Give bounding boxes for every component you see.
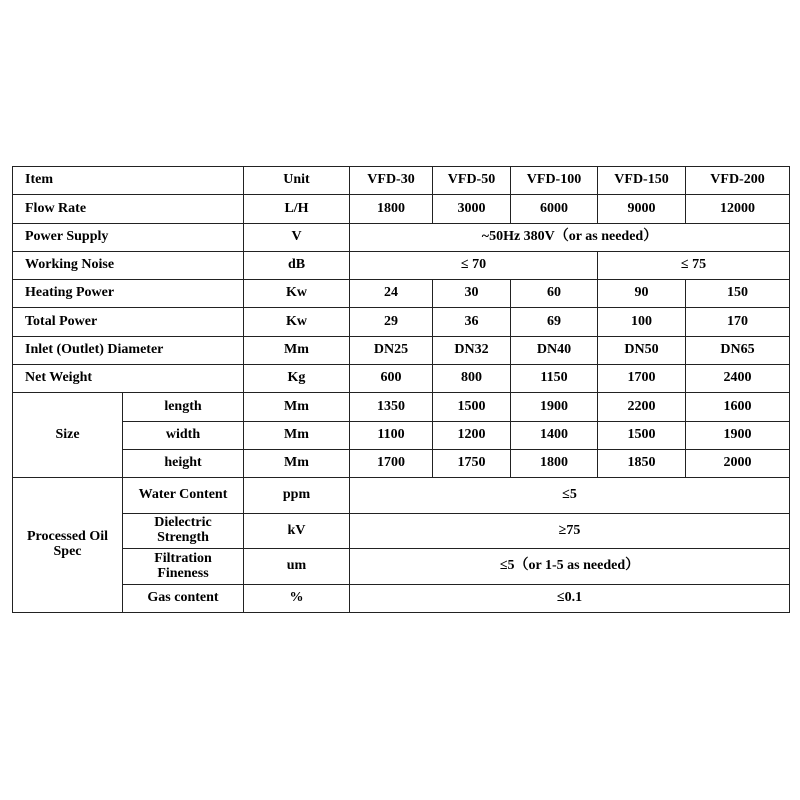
cell-value: 150 [686, 280, 790, 308]
cell-value: 1900 [511, 393, 598, 421]
cell-value: 1100 [350, 421, 433, 449]
cell-value: DN50 [598, 336, 686, 364]
sub-label: length [123, 393, 244, 421]
cell-value: 1600 [686, 393, 790, 421]
cell-value: 1500 [433, 393, 511, 421]
inlet-diameter-row [13, 336, 790, 364]
filtration-fineness-row [13, 549, 790, 585]
cell-value: 2400 [686, 365, 790, 393]
gas-content-row [13, 584, 790, 612]
flow-rate-row [13, 195, 790, 223]
row-label: Net Weight [13, 365, 244, 393]
row-unit: Kw [244, 280, 350, 308]
cell-value-merged: ≤0.1 [350, 584, 790, 612]
processed-oil-group-label: Processed Oil Spec [13, 478, 123, 613]
dielectric-strength-row [13, 513, 790, 549]
row-label: Flow Rate [13, 195, 244, 223]
cell-value: 1900 [686, 421, 790, 449]
cell-value: 800 [433, 365, 511, 393]
cell-value: 1200 [433, 421, 511, 449]
sub-label: Water Content [123, 478, 244, 514]
cell-value: 600 [350, 365, 433, 393]
header-item: Item [13, 167, 244, 195]
header-model: VFD-150 [598, 167, 686, 195]
row-unit: Mm [244, 393, 350, 421]
cell-value: 30 [433, 280, 511, 308]
cell-value: 12000 [686, 195, 790, 223]
size-width-row [13, 421, 790, 449]
cell-value: 1750 [433, 449, 511, 477]
size-height-row [13, 449, 790, 477]
cell-value: 1800 [511, 449, 598, 477]
row-unit: ppm [244, 478, 350, 514]
cell-value: 1350 [350, 393, 433, 421]
row-unit: Kw [244, 308, 350, 336]
row-label: Heating Power [13, 280, 244, 308]
size-group-label: Size [13, 393, 123, 478]
header-unit: Unit [244, 167, 350, 195]
cell-value: 1500 [598, 421, 686, 449]
cell-value: DN25 [350, 336, 433, 364]
cell-value: 90 [598, 280, 686, 308]
cell-value: DN32 [433, 336, 511, 364]
net-weight-row [13, 365, 790, 393]
sub-label: width [123, 421, 244, 449]
cell-value: 29 [350, 308, 433, 336]
header-model: VFD-100 [511, 167, 598, 195]
row-unit: dB [244, 251, 350, 279]
cell-value: 1800 [350, 195, 433, 223]
row-unit: kV [244, 513, 350, 549]
cell-value: 60 [511, 280, 598, 308]
cell-value: 1400 [511, 421, 598, 449]
header-model: VFD-200 [686, 167, 790, 195]
cell-value: 24 [350, 280, 433, 308]
cell-value-merged: ≤ 75 [598, 251, 790, 279]
cell-value: 36 [433, 308, 511, 336]
cell-value: DN65 [686, 336, 790, 364]
size-length-row [13, 393, 790, 421]
working-noise-row [13, 251, 790, 279]
cell-value: 69 [511, 308, 598, 336]
row-unit: Mm [244, 421, 350, 449]
sub-label: height [123, 449, 244, 477]
power-supply-row [13, 223, 790, 251]
cell-value: 2000 [686, 449, 790, 477]
cell-value-merged: ≤ 70 [350, 251, 598, 279]
row-unit: % [244, 584, 350, 612]
row-label: Inlet (Outlet) Diameter [13, 336, 244, 364]
cell-value: 1150 [511, 365, 598, 393]
row-unit: V [244, 223, 350, 251]
cell-value: 9000 [598, 195, 686, 223]
header-row [13, 167, 790, 195]
cell-value-merged: ≤5 [350, 478, 790, 514]
sub-label: Filtration Fineness [123, 549, 244, 585]
spec-table [12, 166, 790, 613]
total-power-row [13, 308, 790, 336]
cell-value: 6000 [511, 195, 598, 223]
row-unit: L/H [244, 195, 350, 223]
row-unit: Mm [244, 449, 350, 477]
cell-value: 170 [686, 308, 790, 336]
row-unit: um [244, 549, 350, 585]
cell-value-merged: ~50Hz 380V（or as needed） [350, 223, 790, 251]
row-unit: Mm [244, 336, 350, 364]
cell-value: 1700 [350, 449, 433, 477]
heating-power-row [13, 280, 790, 308]
cell-value: 2200 [598, 393, 686, 421]
cell-value: DN40 [511, 336, 598, 364]
row-unit: Kg [244, 365, 350, 393]
cell-value: 1700 [598, 365, 686, 393]
row-label: Power Supply [13, 223, 244, 251]
header-model: VFD-50 [433, 167, 511, 195]
sub-label: Gas content [123, 584, 244, 612]
cell-value-merged: ≥75 [350, 513, 790, 549]
cell-value: 1850 [598, 449, 686, 477]
cell-value: 100 [598, 308, 686, 336]
cell-value-merged: ≤5（or 1-5 as needed） [350, 549, 790, 585]
header-model: VFD-30 [350, 167, 433, 195]
row-label: Working Noise [13, 251, 244, 279]
sub-label: Dielectric Strength [123, 513, 244, 549]
water-content-row [13, 478, 790, 514]
row-label: Total Power [13, 308, 244, 336]
cell-value: 3000 [433, 195, 511, 223]
